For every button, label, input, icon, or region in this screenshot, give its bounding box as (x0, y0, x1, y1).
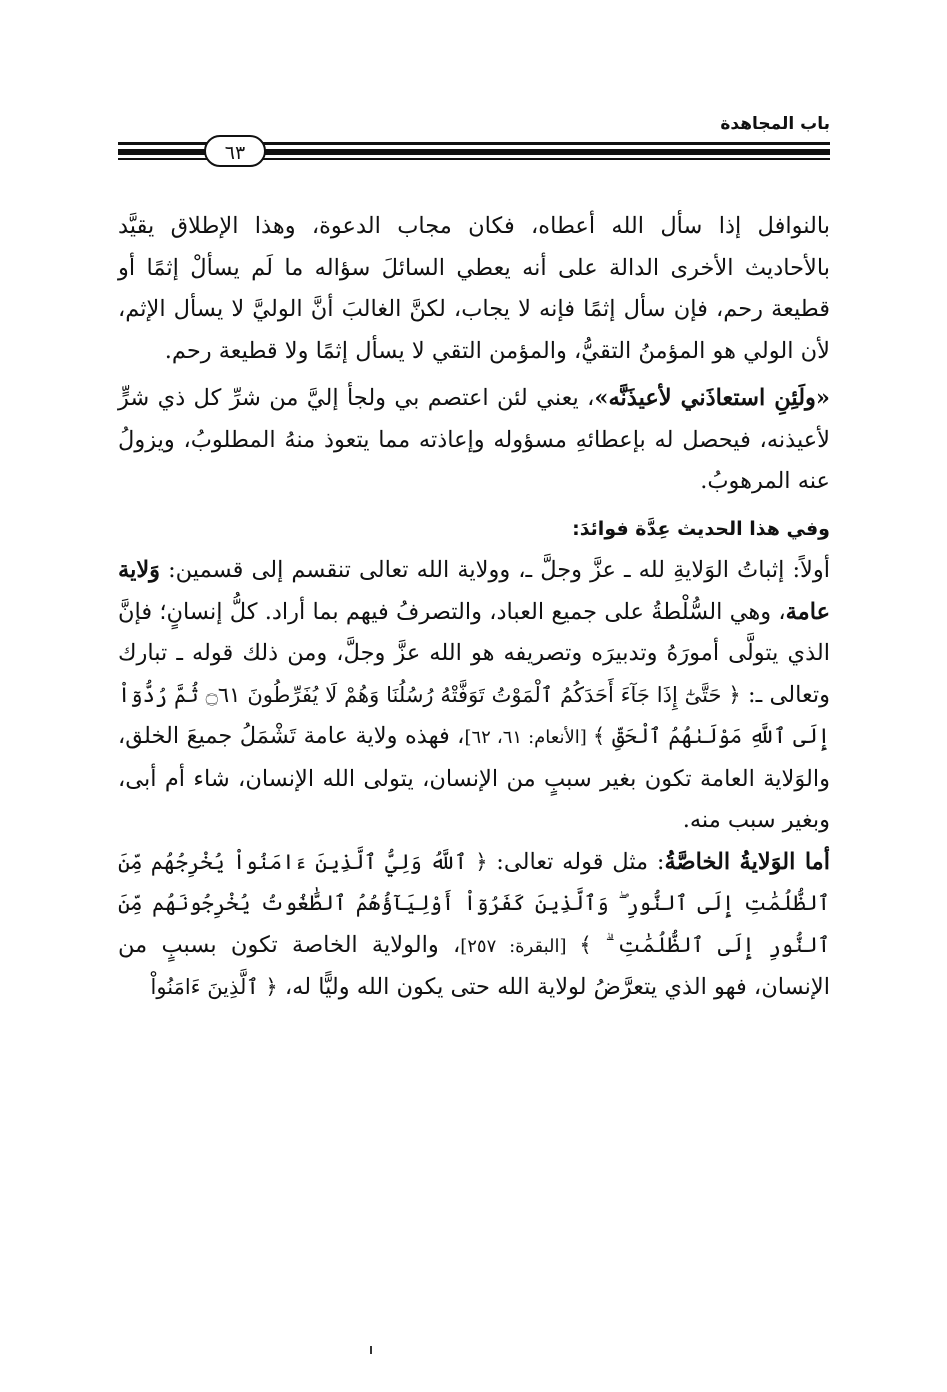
quran-verse-anam: ﴿ حَتَّىٰٓ إِذَا جَآءَ أَحَدَكُمُ ٱلْمَوْتُ تَوَفَّتْهُ رُسُلُنَا وَهُمْ لَا يُفَرِّطُونَ ۝٦١ ثُمَّ رُدُّوٓاْ إِلَى ٱللَّهِ مَوْلَىٰهُمُ ٱلْحَقِّ ﴾ (118, 682, 830, 748)
page-body (118, 206, 830, 1276)
paragraph-3 (118, 550, 830, 842)
paragraph-2 (118, 378, 830, 503)
verse-reference-baqarah: [البقرة: ٢٥٧] (460, 935, 580, 957)
footer-tick-mark (370, 1346, 372, 1354)
paragraph-2-text: ، يعني لئن اعتصم بي ولجأ إليَّ من شرِّ كل ذي شرٍّ لأعيذنه، فيحصل له بإعطائهِ مسؤوله وإعاذته مما يتعوذ منهُ المطلوبُ، ويزولُ عنه المرهوبُ. (118, 385, 830, 494)
paragraph-1: بالنوافل إذا سأل الله أعطاه، فكان مجاب الدعوة، وهذا الإطلاق يقيَّد بالأحاديث الأخرى الدالة على أنه يعطي السائلَ سؤاله ما لَم يسألْ إثمًا أو قطيعة رحم، فإن سأل إثمًا فإنه لا يجاب، لكنَّ الغالبَ أنَّ الوليَّ لا يسأل الإثم، لأن الولي هو المؤمنُ التقيُّ، والمؤمن التقي لا يسأل إثمًا ولا قطيعة رحم. (118, 213, 830, 364)
paragraph-3-end: ، فهذه ولاية عامة تَشْمَلُ جميعَ الخلق، والوَلاية العامة تكون بغير سببٍ من الإنسان، يتولى الله الإنسان، شاء أم أبى، وبغير سبب منه. (118, 723, 830, 833)
page-number-badge: ٦٣ (204, 135, 266, 167)
benefits-subheading: وفي هذا الحديث عِدَّة فوائدَ: (572, 517, 830, 540)
paragraph-4-middle: : مثل قوله تعالى: (487, 848, 665, 875)
general-guardianship-term: وَلاية عامة (118, 557, 830, 625)
hadith-quote: «ولَئِنِ استعاذَني لأعيذَنَّه» (594, 385, 830, 411)
paragraph-3-start: أولاً: إثباتُ الوَلايةِ لله ـ عزَّ وجلَّ ـ، وولاية الله تعالى تنقسم إلى قسمين: (160, 557, 830, 583)
quran-verse-baqarah: ﴿ ٱللَّهُ وَلِيُّ ٱلَّذِينَ ءَامَنُواْ يُخْرِجُهُم مِّنَ ٱلظُّلُمَٰتِ إِلَى ٱلنُّورِ ۖ وَٱلَّذِينَ كَفَرُوٓاْ أَوْلِيَآؤُهُمُ ٱلطَّٰغُوتُ يُخْرِجُونَهُم مِّنَ ٱلنُّورِ إِلَى ٱلظُّلُمَٰتِ ۗ ﴾ (118, 849, 830, 957)
paragraph-3-middle: ، وهي السُّلْطةُ على جميع العباد، والتصرفُ فيهم بما أراد. كلُّ إنسانٍ؛ فإنَّ الذي يتولَّى أمورَهُ وتدبيرَه وتصريفه هو الله عزَّ وجلَّ، ومن ذلك قوله ـ تبارك وتعالى ـ: (118, 598, 830, 708)
paragraph-4 (118, 842, 830, 1009)
special-guardianship-term: أما الوَلايةُ الخاصَّةُ (664, 848, 830, 875)
paragraph-4-end: ، والولاية الخاصة تكون بسببٍ من الإنسان، فهو الذي يتعرَّضُ لولاية الله حتى يكون الله وليًّا له، (118, 931, 830, 1000)
chapter-title: باب المجاهدة (720, 114, 830, 134)
page-header (118, 112, 830, 172)
quran-verse-continuation: ﴿ ٱلَّذِينَ ءَامَنُواْ (150, 975, 278, 999)
verse-reference-anam: [الأنعام: ٦١، ٦٢] (464, 727, 593, 748)
